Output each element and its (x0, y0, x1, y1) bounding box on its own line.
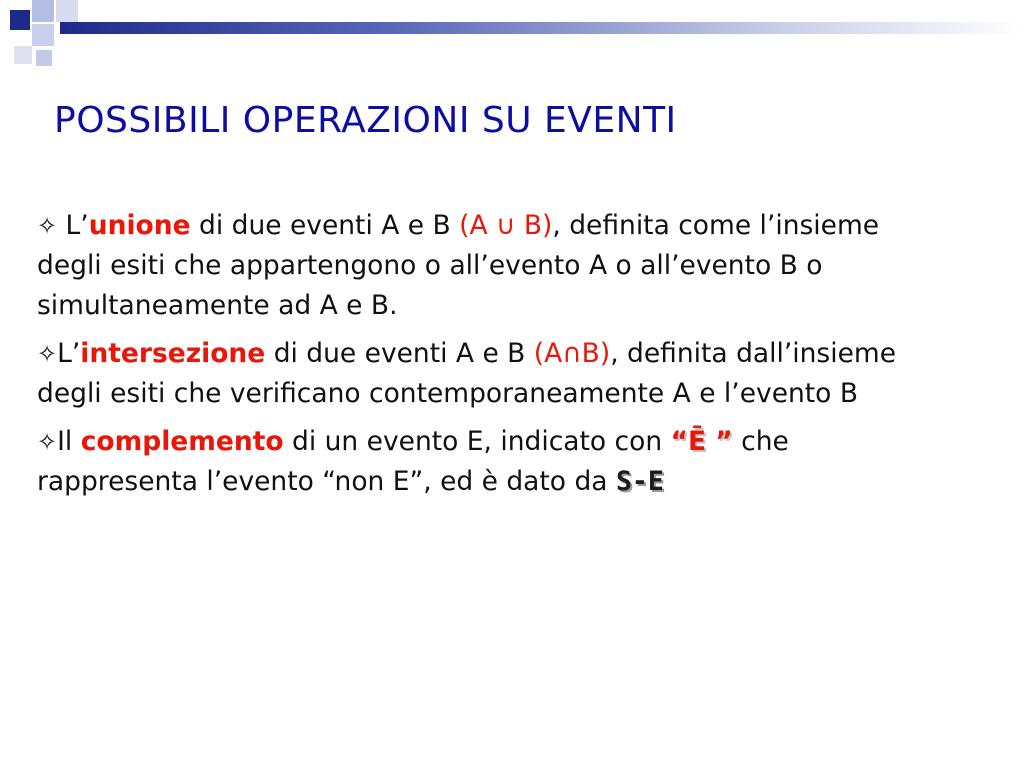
bullet-list (37, 206, 947, 510)
decor-square-light (32, 24, 54, 46)
notation-union: (A ∪ B) (459, 210, 553, 241)
bullet-union (37, 206, 947, 326)
slide-title: POSSIBILI OPERAZIONI SU EVENTI (54, 100, 677, 141)
notation-intersection: (A∩B) (533, 338, 611, 369)
four-pointed-star-icon: ✧ (37, 212, 58, 240)
formula-s-minus-e: S-E (615, 466, 664, 497)
decor-square-light (56, 0, 78, 22)
bullet-text: di due eventi A e B (190, 210, 460, 241)
bullet-intersection (37, 334, 947, 414)
four-pointed-star-icon: ✧ (37, 428, 58, 456)
term-complement: complemento (80, 426, 284, 457)
decor-square-dark (10, 10, 30, 30)
term-intersection: intersezione (80, 338, 266, 369)
bullet-text: di un evento E, indicato con (283, 426, 671, 457)
bullet-complement (37, 422, 947, 502)
decor-square-light (36, 50, 52, 66)
bullet-text: , definita come l’insieme degli esiti che appartengono o all’evento A o all’evento B o simultaneamente ad A e B. (37, 210, 880, 321)
decor-header-bar (60, 22, 1024, 34)
bullet-prefix: L’ (57, 210, 89, 241)
bullet-prefix: L’ (57, 338, 81, 369)
bullet-prefix: Il (57, 426, 81, 457)
bullet-text: , definita dall’insieme degli esiti che verificano contemporaneamente A e l’evento B (37, 338, 897, 409)
term-union: unione (88, 210, 191, 241)
notation-complement: “Ē ” (670, 426, 733, 457)
decor-square-light (32, 0, 54, 22)
bullet-text: di due eventi A e B (265, 338, 534, 369)
bullet-text: che rappresenta l’evento “non E”, ed è dato da (37, 426, 789, 497)
four-pointed-star-icon: ✧ (37, 340, 58, 368)
decor-square-light (14, 46, 32, 64)
